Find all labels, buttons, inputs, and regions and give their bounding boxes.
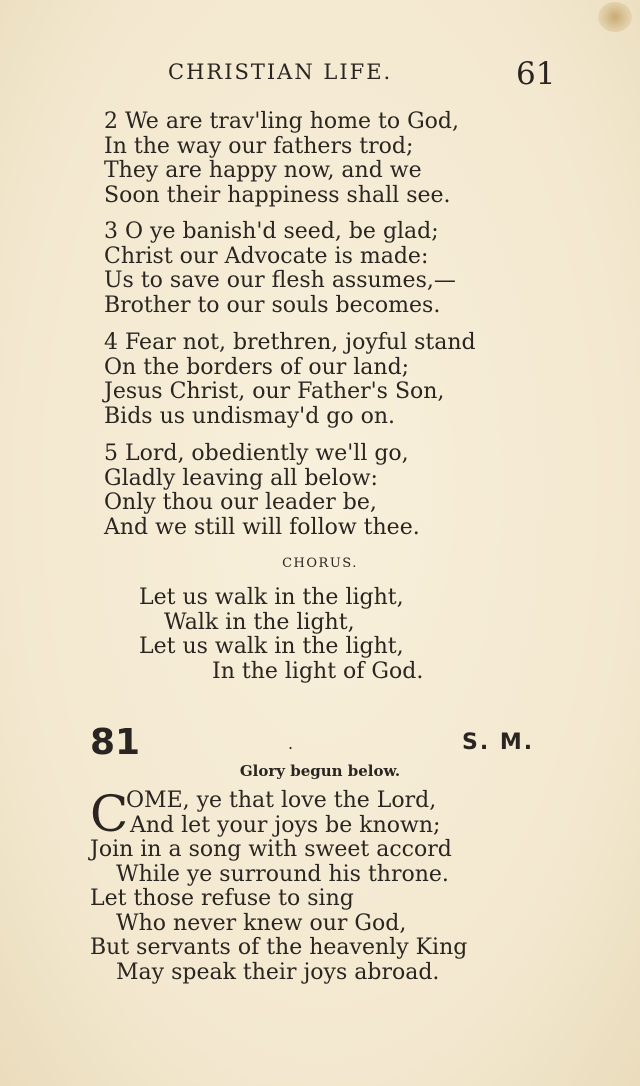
- drop-cap: C: [90, 785, 129, 843]
- hymn-line: While ye surround his throne.: [116, 861, 449, 887]
- verse-line: On the borders of our land;: [104, 354, 410, 380]
- page-number: 61: [516, 56, 556, 92]
- verse-line: Christ our Advocate is made:: [104, 243, 429, 269]
- chorus-heading: CHORUS.: [282, 556, 358, 571]
- chorus-line: Walk in the light,: [164, 609, 355, 635]
- hymn-line: May speak their joys abroad.: [116, 959, 440, 985]
- hymn-line: Who never knew our God,: [116, 910, 407, 936]
- hymn-mark: .: [288, 734, 294, 753]
- verse-line: 4 Fear not, brethren, joyful stand: [104, 330, 476, 355]
- running-head: [0, 56, 640, 92]
- stanza-3: [104, 220, 456, 318]
- paper-stain: [598, 2, 632, 32]
- verse-line: Gladly leaving all below:: [104, 465, 378, 491]
- chorus: [0, 586, 640, 684]
- hymn-number: 81: [90, 722, 141, 763]
- chorus-line: Let us walk in the light,: [139, 634, 404, 659]
- stanza-5: [104, 442, 420, 540]
- verse-line: 2 We are trav'ling home to God,: [104, 109, 459, 134]
- chorus-line: In the light of God.: [212, 658, 424, 684]
- verse-line: 3 O ye banish'd seed, be glad;: [104, 219, 439, 244]
- verse-line: They are happy now, and we: [104, 158, 422, 183]
- stanza-4: [104, 331, 476, 429]
- stanza-2: [104, 110, 459, 208]
- verse-line: And we still will follow thee.: [104, 514, 420, 540]
- hymn-line: Let those refuse to sing: [90, 886, 354, 911]
- verse-line: Us to save our flesh assumes,—: [104, 268, 456, 293]
- verse-line: Only thou our leader be,: [104, 490, 377, 515]
- verse-line: Brother to our souls becomes.: [104, 292, 441, 318]
- verse-line: Soon their happiness shall see.: [104, 182, 451, 208]
- running-title: CHRISTIAN LIFE.: [168, 60, 393, 84]
- hymn-body: [0, 785, 640, 985]
- hymn-meter: S. M.: [462, 730, 535, 755]
- hymn-subtitle: Glory begun below.: [239, 762, 401, 780]
- verse-line: Bids us undismay'd go on.: [104, 403, 396, 429]
- chorus-line: Let us walk in the light,: [139, 585, 404, 610]
- verse-line: Jesus Christ, our Father's Son,: [104, 379, 445, 404]
- hymn-line: And let your joys be known;: [130, 812, 441, 838]
- verse-line: In the way our fathers trod;: [104, 133, 414, 159]
- hymn-line: OME, ye that love the Lord,: [126, 788, 437, 813]
- verse-line: 5 Lord, obediently we'll go,: [104, 441, 409, 466]
- hymn-line: But servants of the heavenly King: [90, 935, 468, 960]
- hymn-line: Join in a song with sweet accord: [90, 837, 452, 862]
